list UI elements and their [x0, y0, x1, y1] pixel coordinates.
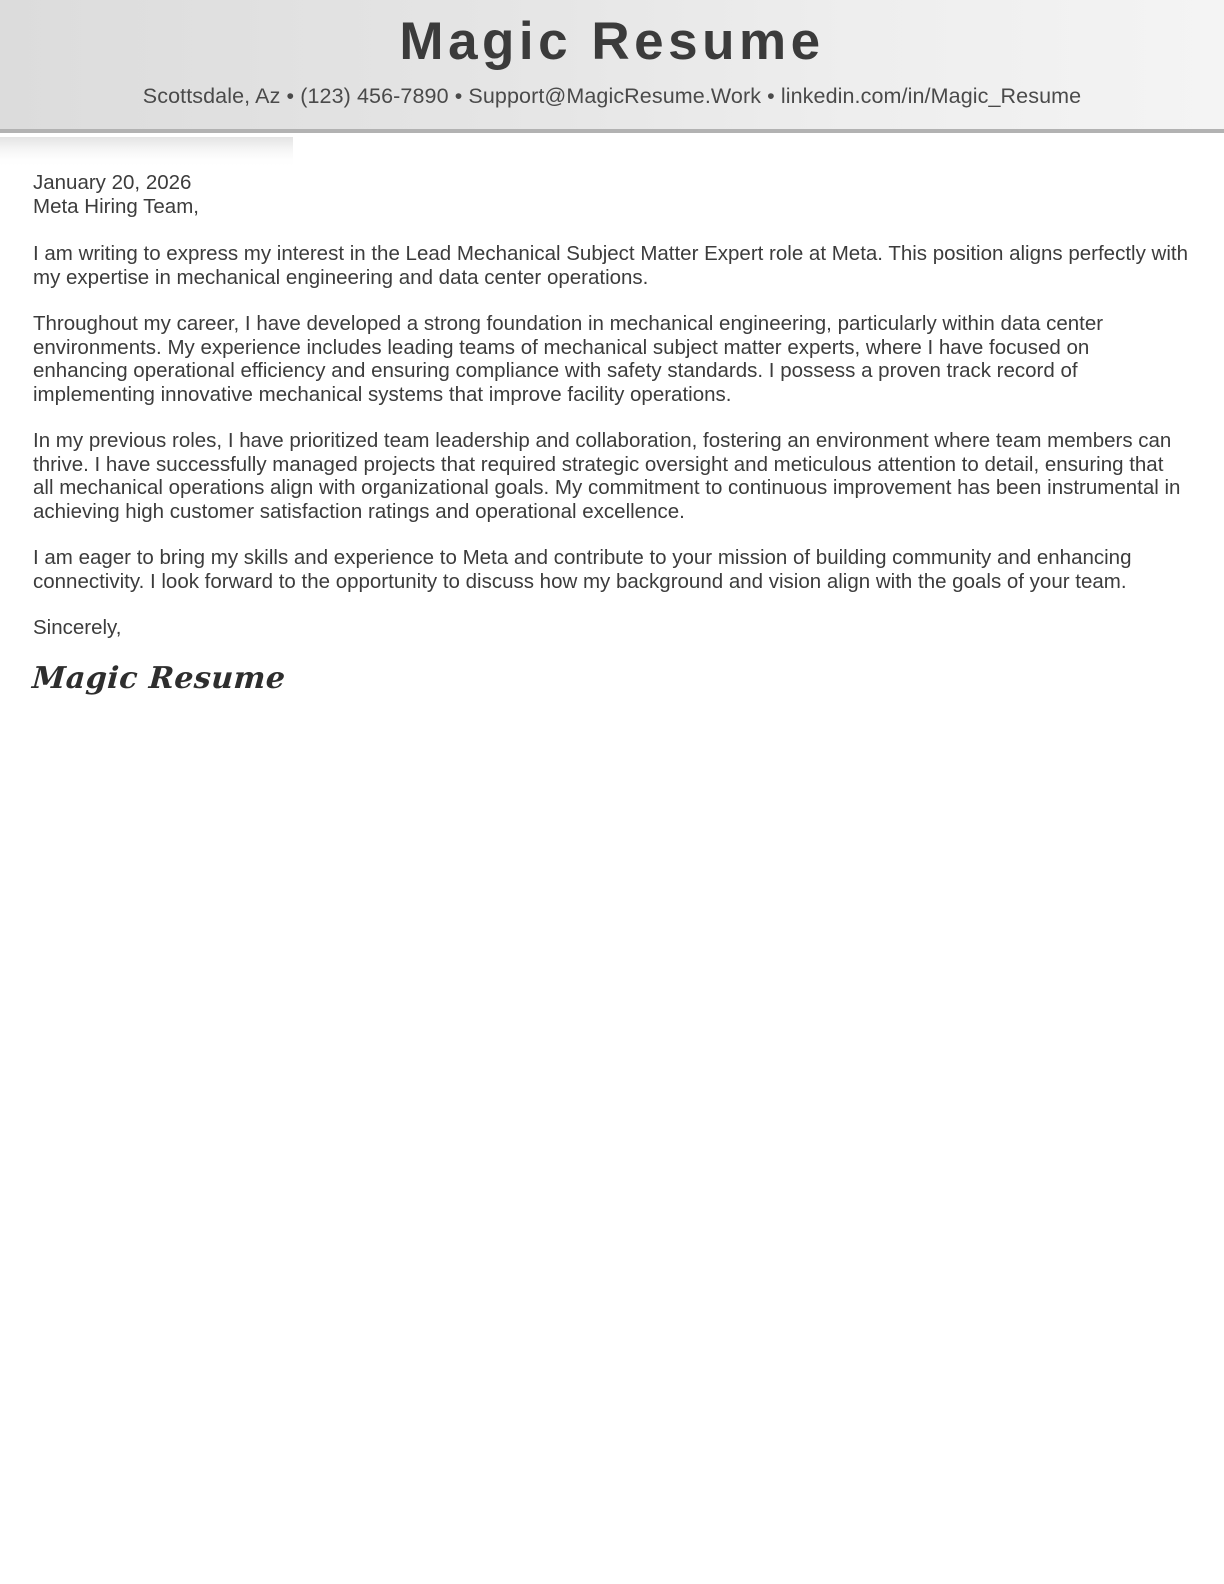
header-drop-shadow	[0, 137, 293, 167]
letter-paragraph: In my previous roles, I have prioritized team leadership and collaboration, fostering an environment where team members can thrive. I have successfully managed projects that required strategic oversight and meticulous attention to detail, ensuring that all mechanical operations align with organizational goals. My commitment to continuous improvement has been instrumental in achieving high customer satisfaction ratings and operational excellence.	[33, 429, 1181, 523]
contact-line: Scottsdale, Az • (123) 456-7890 • Support@MagicResume.Work • linkedin.com/in/Magic_Resume	[142, 84, 1082, 109]
letter-paragraph: I am eager to bring my skills and experience to Meta and contribute to your mission of building community and enhancing connectivity. I look forward to the opportunity to discuss how my background and vision align with the goals of your team.	[33, 546, 1132, 593]
letter-salutation: Meta Hiring Team,	[33, 195, 199, 218]
letter-paragraph: I am writing to express my interest in the Lead Mechanical Subject Matter Expert role at Meta. This position aligns perfectly with my expertise in mechanical engineering and data center operations.	[33, 242, 1188, 289]
letter-paragraph: Throughout my career, I have developed a strong foundation in mechanical engineering, particularly within data center environments. My experience includes leading teams of mechanical subject matter experts, where I have focused on enhancing operational efficiency and ensuring compliance with safety standards. I possess a proven track record of implementing innovative mechanical systems that improve facility operations.	[33, 312, 1104, 406]
letter-header	[0, 0, 1224, 133]
cover-letter-body	[33, 171, 1188, 696]
page-title: Magic Resume	[399, 12, 825, 71]
signature: Magic Resume	[31, 660, 287, 696]
letter-date: January 20, 2026	[33, 171, 192, 194]
letter-closing: Sincerely,	[33, 616, 122, 639]
